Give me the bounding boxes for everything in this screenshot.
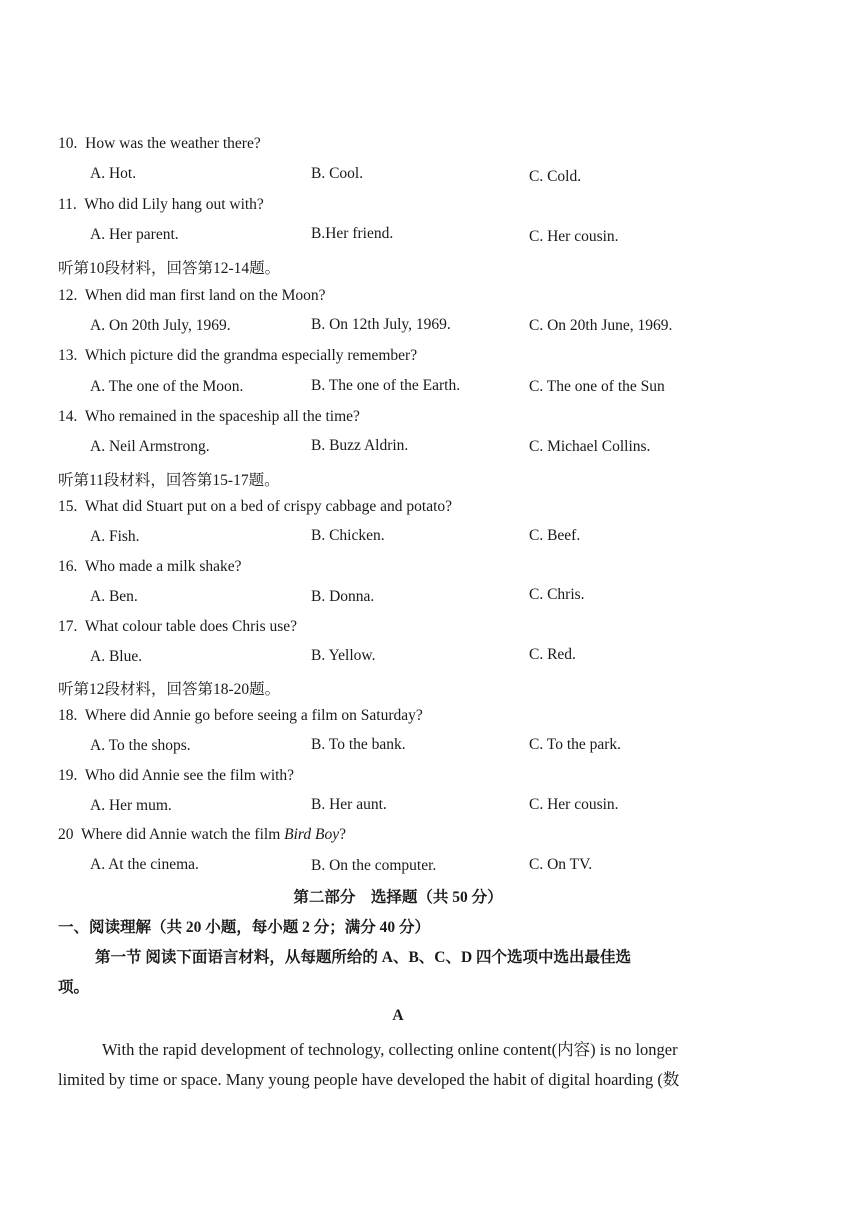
instruction-line-1: 第一节 阅读下面语言材料，从每题所给的 A、B、C、D 四个选项中选出最佳选	[95, 949, 632, 966]
option-c: C. Cold.	[529, 168, 582, 185]
passage-label: A	[392, 1007, 404, 1024]
option-c: C. The one of the Sun	[529, 378, 665, 395]
option-b: B. Donna.	[311, 588, 375, 605]
question-19	[58, 767, 294, 785]
question-number: 19.	[58, 767, 78, 784]
option-c: C. Her cousin.	[529, 796, 619, 813]
section-heading-11: 听第11段材料，回答第15-17题。	[58, 472, 280, 489]
option-c: C. Her cousin.	[529, 228, 619, 245]
reading-header: 一、阅读理解（共 20 小题，每小题 2 分；满分 40 分）	[58, 919, 431, 936]
question-text: Who remained in the spaceship all the time?	[84, 408, 360, 425]
question-number: 17.	[58, 618, 78, 635]
question-10	[58, 135, 261, 153]
question-text: When did man first land on the Moon?	[84, 287, 326, 304]
question-text: Who did Annie see the film with?	[84, 767, 295, 784]
question-text: Where did Annie go before seeing a film on Saturday?	[84, 707, 423, 724]
option-c: C. Beef.	[529, 527, 581, 544]
question-text: How was the weather there?	[85, 135, 261, 152]
question-number: 20	[58, 826, 74, 843]
question-number: 15.	[58, 498, 78, 515]
question-number: 13.	[58, 347, 78, 364]
option-a: A. Her parent.	[90, 226, 179, 243]
option-b: B. On 12th July, 1969.	[311, 316, 451, 333]
option-c: C. Chris.	[529, 586, 585, 603]
question-text: What did Stuart put on a bed of crispy cabbage and potato?	[84, 498, 453, 515]
question-20	[58, 826, 346, 844]
question-number: 14.	[58, 408, 78, 425]
option-a: A. At the cinema.	[90, 856, 199, 873]
question-15	[58, 498, 452, 516]
option-a: A. Hot.	[90, 165, 137, 182]
option-b: B. Yellow.	[311, 647, 376, 664]
question-text: Where did Annie watch the film	[80, 826, 285, 843]
passage-line-2: limited by time or space. Many young people have developed the habit of digital hoarding (数	[58, 1070, 680, 1089]
option-b: B. Cool.	[311, 165, 364, 182]
question-13	[58, 347, 417, 365]
question-text-end: ?	[339, 826, 347, 843]
question-text: Who did Lily hang out with?	[84, 196, 264, 213]
question-number: 18.	[58, 707, 78, 724]
question-number: 16.	[58, 558, 78, 575]
option-a: A. Her mum.	[90, 797, 172, 814]
instruction-line-2: 项。	[58, 979, 90, 996]
option-b: B. Chicken.	[311, 527, 385, 544]
option-b: B.Her friend.	[311, 225, 394, 242]
question-17	[58, 618, 297, 636]
option-a: A. The one of the Moon.	[90, 378, 244, 395]
option-c: C. Red.	[529, 646, 576, 663]
option-c: C. On 20th June, 1969.	[529, 317, 673, 334]
question-number: 10.	[58, 135, 78, 152]
question-18	[58, 707, 423, 725]
section-heading-10: 听第10段材料，回答第12-14题。	[58, 260, 281, 277]
option-a: A. On 20th July, 1969.	[90, 317, 231, 334]
option-b: B. To the bank.	[311, 736, 406, 753]
part-title: 第二部分 选择题（共 50 分）	[293, 889, 503, 906]
option-a: A. Ben.	[90, 588, 138, 605]
question-number: 12.	[58, 287, 78, 304]
passage-line-1: With the rapid development of technology, collecting online content(内容) is no longer	[102, 1040, 678, 1059]
question-14	[58, 408, 360, 426]
option-a: A. Neil Armstrong.	[90, 438, 210, 455]
question-text: Which picture did the grandma especially remember?	[84, 347, 418, 364]
film-title: Bird Boy	[284, 826, 340, 843]
question-text: Who made a milk shake?	[84, 558, 242, 575]
question-11	[58, 196, 264, 214]
option-a: A. Fish.	[90, 528, 140, 545]
section-heading-12: 听第12段材料，回答第18-20题。	[58, 681, 281, 698]
option-a: A. Blue.	[90, 648, 143, 665]
question-text: What colour table does Chris use?	[84, 618, 298, 635]
option-b: B. Her aunt.	[311, 796, 387, 813]
option-b: B. The one of the Earth.	[311, 377, 461, 394]
question-16	[58, 558, 242, 576]
question-number: 11.	[58, 196, 77, 213]
question-12	[58, 287, 326, 305]
option-c: C. To the park.	[529, 736, 622, 753]
option-b: B. Buzz Aldrin.	[311, 437, 409, 454]
option-c: C. Michael Collins.	[529, 438, 651, 455]
option-b: B. On the computer.	[311, 857, 437, 874]
option-c: C. On TV.	[529, 856, 593, 873]
option-a: A. To the shops.	[90, 737, 191, 754]
